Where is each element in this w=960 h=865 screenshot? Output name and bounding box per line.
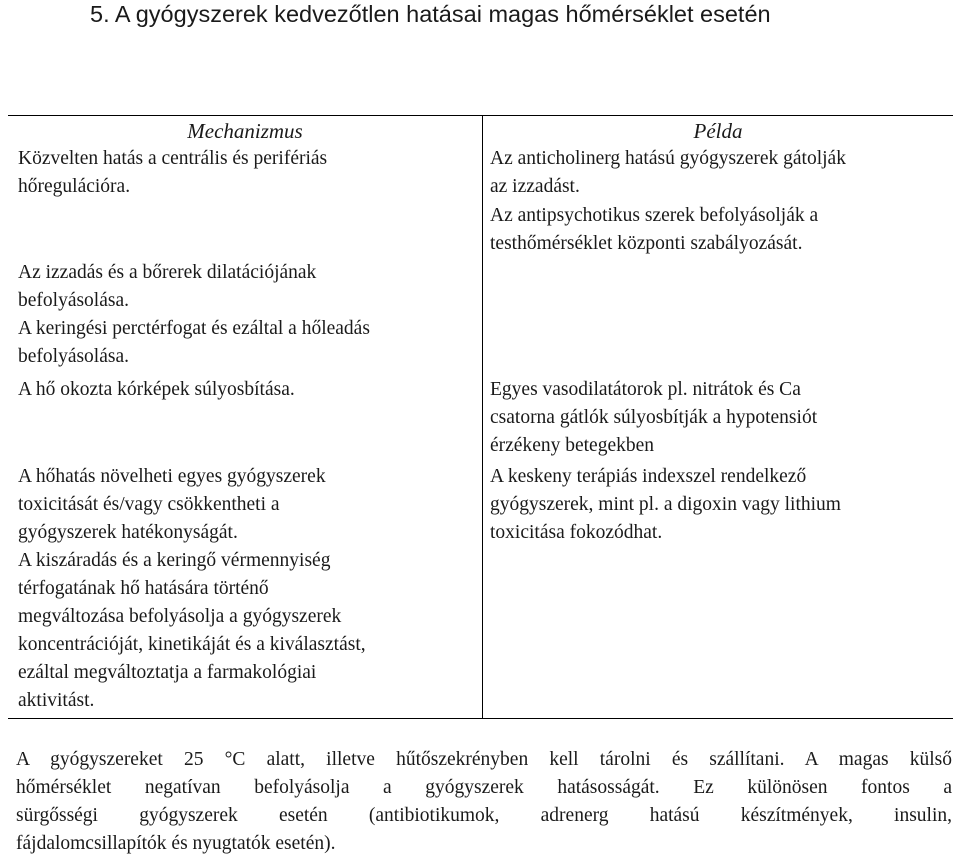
mechanism-line: térfogatának hő hatására történő	[18, 578, 269, 599]
storage-note-paragraph	[16, 746, 952, 858]
paragraph-line: hőmérséklet negatívan befolyásolja a gyógyszerek hatásosságát. Ez különösen fontos a	[16, 777, 952, 798]
example-line: érzékeny betegekben	[490, 435, 655, 456]
page-title: 5. A gyógyszerek kedvezőtlen hatásai magas hőmérséklet esetén	[90, 1, 771, 27]
example-line: csatorna gátlók súlyosbítják a hypotensiót	[490, 407, 818, 428]
example-column-header: Példa	[693, 119, 743, 143]
mechanism-line: hőregulációra.	[18, 176, 131, 197]
mechanism-line: A hő okozta kórképek súlyosbítása.	[18, 379, 295, 400]
paragraph-line: fájdalomcsillapítók és nyugtatók esetén).	[16, 833, 336, 854]
mechanism-line: Az izzadás és a bőrerek dilatációjának	[18, 262, 317, 283]
mechanism-line: Közvelten hatás a centrális és perifériás	[18, 148, 328, 169]
mechanism-example-table	[8, 115, 953, 719]
example-line: testhőmérséklet központi szabályozását.	[490, 233, 803, 254]
mechanism-line: megváltozása befolyásolja a gyógyszerek	[18, 606, 342, 627]
mechanism-line: ezáltal megváltoztatja a farmakológiai	[18, 662, 317, 683]
mechanism-line: A keringési perctérfogat és ezáltal a hőleadás	[18, 318, 370, 339]
mechanism-line: A kiszáradás és a keringő vérmennyiség	[18, 550, 331, 571]
column-divider	[482, 116, 483, 718]
example-line: gyógyszerek, mint pl. a digoxin vagy lithium	[490, 494, 841, 515]
example-line: toxicitása fokozódhat.	[490, 522, 663, 543]
paragraph-line: A gyógyszereket 25 °C alatt, illetve hűtőszekrényben kell tárolni és szállítani. A magas külső	[16, 749, 952, 770]
example-line: A keskeny terápiás indexszel rendelkező	[490, 466, 807, 487]
mechanism-line: befolyásolása.	[18, 346, 130, 367]
mechanism-line: gyógyszerek hatékonyságát.	[18, 522, 238, 543]
mechanism-line: befolyásolása.	[18, 290, 130, 311]
mechanism-column-header: Mechanizmus	[187, 119, 303, 143]
mechanism-line: A hőhatás növelheti egyes gyógyszerek	[18, 466, 326, 487]
paragraph-line: sürgősségi gyógyszerek esetén (antibiotikumok, adrenerg hatású készítmények, insulin,	[16, 805, 952, 826]
mechanism-line: koncentrációját, kinetikáját és a kiválasztást,	[18, 634, 366, 655]
mechanism-line: toxicitását és/vagy csökkentheti a	[18, 494, 280, 515]
example-line: az izzadást.	[490, 176, 580, 197]
example-line: Az anticholinerg hatású gyógyszerek gátolják	[490, 148, 846, 169]
example-line: Egyes vasodilatátorok pl. nitrátok és Ca	[490, 379, 801, 400]
mechanism-line: aktivitást.	[18, 690, 95, 711]
example-line: Az antipsychotikus szerek befolyásolják a	[490, 205, 819, 226]
